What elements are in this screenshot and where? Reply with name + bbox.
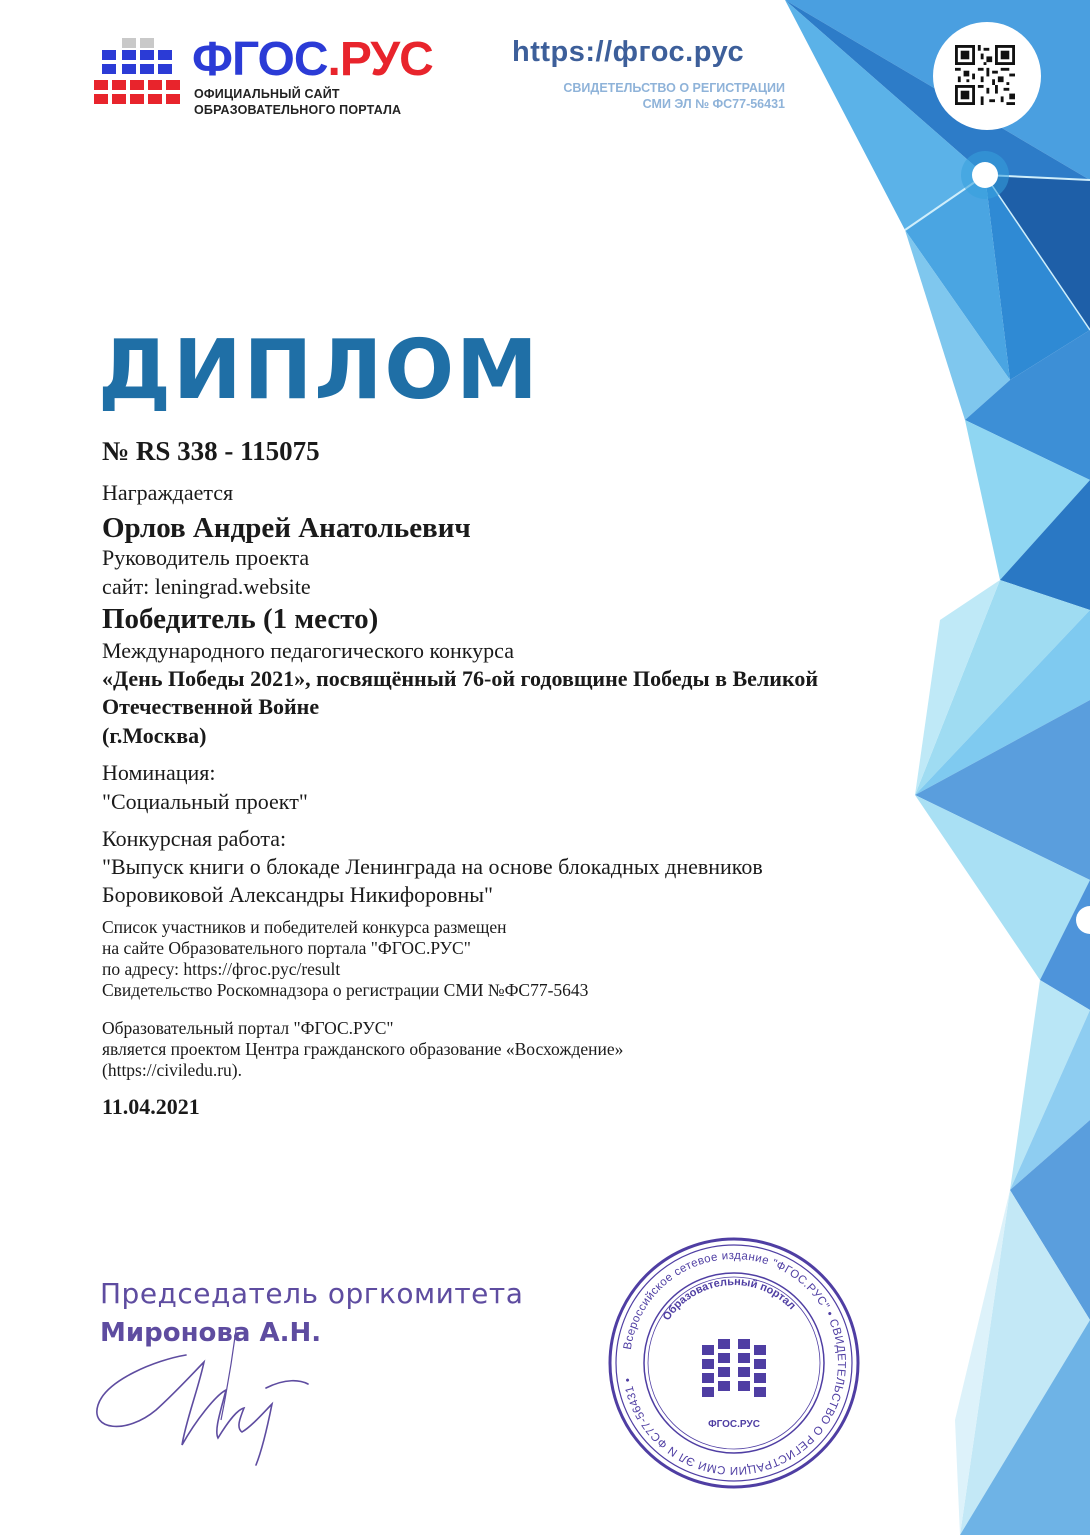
brand-subtitle-line1: ОФИЦИАЛЬНЫЙ САЙТ [194, 87, 340, 101]
handwritten-signature [86, 1300, 326, 1470]
recipient-site: сайт: leningrad.website [102, 574, 311, 599]
issue-date: 11.04.2021 [102, 1094, 200, 1119]
qr-code-icon[interactable] [955, 45, 1015, 105]
portal-info-line3[interactable]: (https://civiledu.ru). [102, 1060, 242, 1080]
chairman-name: Миронова А.Н. [100, 1318, 322, 1348]
stamp-building-icon [702, 1339, 766, 1397]
award-result: Победитель (1 место) [102, 603, 379, 635]
list-info-line2: на сайте Образовательного портала "ФГОС.РУС" [102, 938, 471, 958]
brand-name: ФГОС.РУС [192, 33, 433, 86]
round-stamp-icon [606, 1235, 862, 1491]
site-url[interactable]: https://фгос.рус [512, 36, 745, 68]
contest-type: Международного педагогического конкурса [102, 638, 514, 663]
stamp-center-label: ФГОС.РУС [708, 1419, 760, 1430]
list-info-line4: Свидетельство Роскомнадзора о регистрации СМИ №ФС77-5643 [102, 980, 589, 1000]
registration-line1: СВИДЕТЕЛЬСТВО О РЕГИСТРАЦИИ [563, 81, 785, 95]
recipient-position: Руководитель проекта [102, 545, 310, 570]
brand-logo [94, 33, 464, 126]
registration-info [563, 80, 785, 112]
list-info-line3[interactable]: по адресу: https://фгос.рус/result [102, 959, 341, 979]
stamp-inner-text: Образовательный портал [660, 1275, 798, 1323]
registration-line2: СМИ ЭЛ № ФС77-56431 [642, 97, 785, 111]
list-info-line1: Список участников и победителей конкурса размещен [102, 917, 507, 937]
stamp-outer-text: Всероссийское сетевое издание "ФГОС.РУС" • СВИДЕТЕЛЬСТВО О РЕГИСТРАЦИИ СМИ ЭЛ N ФС77-56431 • [621, 1249, 848, 1477]
award-label: Награждается [102, 480, 234, 505]
chairman-title: Председатель оргкомитета [100, 1277, 524, 1310]
building-logo-icon [94, 36, 184, 116]
portal-info-line2: является проектом Центра гражданского образование «Восхождение» [102, 1039, 624, 1059]
diploma-title: ДИПЛОМ [98, 323, 540, 418]
nomination-label: Номинация: [102, 760, 216, 785]
diploma-number: № RS 338 - 115075 [102, 436, 320, 466]
brand-subtitle-line2: ОБРАЗОВАТЕЛЬНОГО ПОРТАЛА [194, 103, 402, 117]
brand-subtitle [194, 86, 401, 118]
contest-city: (г.Москва) [102, 723, 207, 748]
recipient-name: Орлов Андрей Анатольевич [102, 512, 471, 544]
work-label: Конкурсная работа: [102, 826, 287, 851]
nomination-value: "Социальный проект" [102, 789, 308, 814]
contest-name: «День Победы 2021», посвящённый 76-ой годовщине Победы в Великой Отечественной Войне [102, 666, 819, 719]
work-title: "Выпуск книги о блокаде Ленинграда на основе блокадных дневников Боровиковой Александры Никифоровны" [102, 854, 763, 907]
svg-text:Образовательный портал [661, 1276, 798, 1323]
portal-info-line1: Образовательный портал "ФГОС.РУС" [102, 1018, 394, 1038]
